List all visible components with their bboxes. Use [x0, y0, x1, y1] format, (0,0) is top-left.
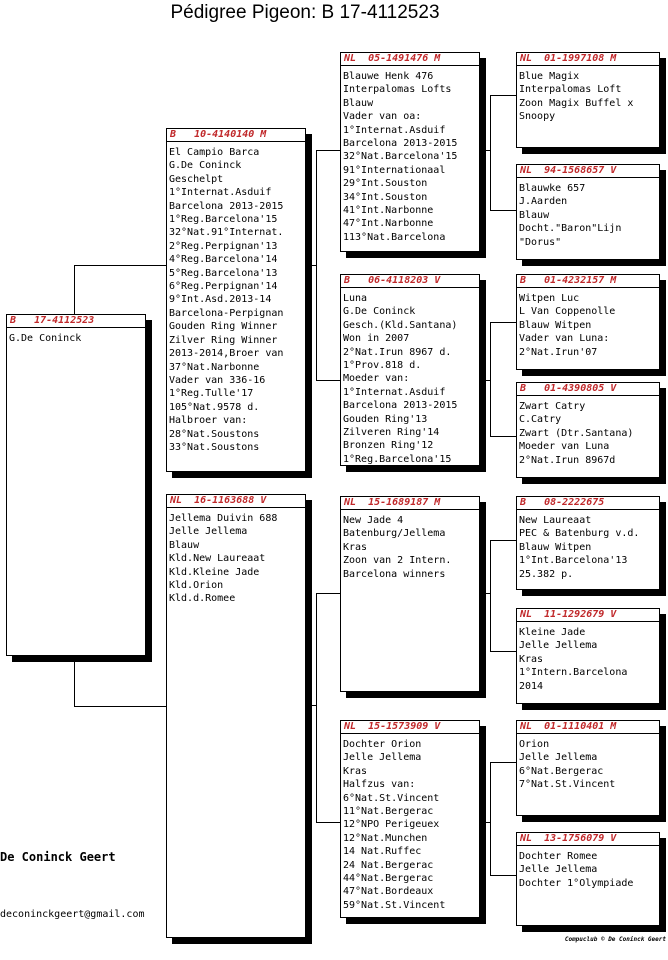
pigeon-info-line: 47°Int.Narbonne	[343, 218, 434, 230]
connector	[316, 593, 317, 823]
pigeon-info-line: 91°Internationaal	[343, 164, 446, 176]
pigeon-info-line: 47°Nat.Bordeaux	[343, 886, 434, 898]
connector	[74, 265, 166, 266]
pigeon-info-line: Jelle Jellema	[343, 752, 422, 764]
pigeon-card-subject	[6, 314, 146, 656]
pigeon-info-line: Witpen Luc	[519, 293, 580, 304]
pigeon-card-dsd	[516, 608, 660, 704]
connector	[306, 705, 316, 706]
pigeon-info-line: 1°Internat.Asduif	[169, 187, 272, 199]
pigeon-info-line: Gouden Ring Winner	[169, 321, 278, 333]
pigeon-card-ssd	[516, 164, 660, 260]
pigeon-info-line: Zilver Ring Winner	[169, 334, 278, 346]
pigeon-info-line: Vader van oa:	[343, 111, 422, 123]
ring-number: B 01-4232157 M	[517, 275, 659, 288]
pigeon-info-line: Kld.New Laureaat	[169, 553, 266, 565]
ring-number: B 01-4390805 V	[517, 383, 659, 396]
pigeon-info-line: 1°Int.Barcelona'13	[519, 555, 628, 567]
ring-number: NL 15-1689187 M	[341, 497, 479, 510]
pigeon-info-line: 28°Nat.Soustons	[169, 428, 260, 440]
pigeon-info-line: 34°Int.Souston	[343, 191, 428, 203]
connector	[480, 380, 490, 381]
pigeon-info-line: 2°Reg.Perpignan'13	[169, 240, 278, 252]
pigeon-info-line: Blauw	[343, 97, 374, 109]
pigeon-info-line: Halfzus van:	[343, 779, 416, 791]
pigeon-info-line: Dochter 1°Olympiade	[519, 877, 634, 889]
pigeon-card-ddd	[516, 832, 660, 926]
pigeon-info-line: Halbroer van:	[169, 415, 248, 427]
connector	[480, 150, 490, 151]
pigeon-info-line: Bronzen Ring'12	[343, 440, 434, 452]
pigeon-info-line: Interpalomas Lofts	[343, 84, 452, 96]
pigeon-info-line: Blauw Witpen	[519, 541, 592, 553]
pigeon-info-line: Kld.Kleine Jade	[169, 566, 260, 578]
pigeon-info-line: Docht."Baron"Lijn	[519, 223, 622, 235]
pigeon-info-line: Zwart (Dtr.Santana)	[519, 427, 634, 439]
connector	[490, 875, 516, 876]
pigeon-info-line: 2014	[519, 680, 544, 692]
pigeon-info-line: 1°Prov.818 d.	[343, 360, 422, 372]
pigeon-info-line: 1°Reg.Barcelona'15	[169, 214, 278, 226]
pigeon-info-line: 37°Nat.Narbonne	[169, 361, 260, 373]
connector	[490, 322, 516, 323]
pigeon-info-line: 1°Intern.Barcelona	[519, 667, 628, 679]
ring-number: NL 01-1110401 M	[517, 721, 659, 734]
pigeon-card-dam-dam	[340, 720, 480, 918]
pigeon-info-line: Zilveren Ring'14	[343, 427, 440, 439]
pigeon-info-line: Snoopy	[519, 111, 556, 123]
pigeon-info-line: Batenburg/Jellema	[343, 528, 446, 540]
pigeon-info-line: Jelle Jellema	[519, 752, 598, 764]
connector	[74, 706, 166, 707]
pigeon-info-line: 33°Nat.Soustons	[169, 441, 260, 453]
pigeon-info-line: 6°Nat.Bergerac	[519, 765, 604, 777]
connector	[316, 150, 317, 381]
pigeon-info-line: Blauw	[519, 209, 550, 221]
ring-number: B 17-4112523	[7, 315, 145, 328]
pigeon-info-line: Won in 2007	[343, 333, 410, 345]
pigeon-info-line: 105°Nat.9578 d.	[169, 401, 260, 413]
breeder-email: deconinckgeert@gmail.com	[0, 909, 145, 920]
ring-number: NL 05-1491476 M	[341, 53, 479, 66]
pigeon-info-line: Barcelona winners	[343, 568, 446, 580]
connector	[306, 265, 316, 266]
connector	[480, 822, 490, 823]
pigeon-info-line: 6°Reg.Perpignan'14	[169, 281, 278, 293]
pigeon-info-line: 41°Int.Narbonne	[343, 205, 434, 217]
pigeon-info-line: C.Catry	[519, 414, 562, 426]
ring-number: NL 16-1163688 V	[167, 495, 305, 508]
pigeon-info-line: 44°Nat.Bergerac	[343, 873, 434, 885]
pigeon-info-line: Barcelona 2013-2015	[343, 400, 458, 412]
pigeon-info-line: El Campio Barca	[169, 147, 260, 158]
pigeon-info-line: 5°Reg.Barcelona'13	[169, 267, 278, 279]
pigeon-info-line: Kld.d.Romee	[169, 593, 236, 605]
pigeon-info-line: Moeder van:	[343, 373, 410, 385]
pigeon-info-line: G.De Coninck	[169, 160, 242, 172]
ring-number: B 06-4118203 V	[341, 275, 479, 288]
connector	[490, 95, 516, 96]
ring-number: NL 11-1292679 V	[517, 609, 659, 622]
pigeon-info-line: PEC & Batenburg v.d.	[519, 528, 640, 540]
connector	[490, 651, 516, 652]
pigeon-info-line: Blauwe Henk 476	[343, 71, 434, 82]
connector	[490, 436, 516, 437]
pigeon-info-line: 1°Reg.Barcelona'15	[343, 453, 452, 465]
pigeon-card-sds	[516, 274, 660, 370]
pigeon-card-sire-sire	[340, 52, 480, 252]
pigeon-info-line: G.De Coninck	[9, 333, 82, 344]
pigeon-info-line: 4°Reg.Barcelona'14	[169, 254, 278, 266]
pigeon-info-line: 6°Nat.St.Vincent	[343, 792, 440, 804]
pigeon-info-line: Barcelona 2013-2015	[343, 138, 458, 150]
pigeon-info-line: 1°Reg.Tulle'17	[169, 388, 254, 400]
ring-number: NL 13-1756079 V	[517, 833, 659, 846]
pigeon-info-line: Moeder van Luna	[519, 441, 610, 453]
ring-number: NL 01-1997108 M	[517, 53, 659, 66]
pigeon-info-line: L Van Coppenolle	[519, 306, 616, 318]
pigeon-info-line: Jelle Jellema	[519, 640, 598, 652]
pigeon-card-dds	[516, 720, 660, 816]
ring-number: NL 15-1573909 V	[341, 721, 479, 734]
ring-number: NL 94-1568657 V	[517, 165, 659, 178]
connector	[316, 822, 340, 823]
pigeon-info-line: New Jade 4	[343, 515, 404, 526]
pigeon-info-line: Kras	[343, 765, 368, 777]
pigeon-info-line: Zwart Catry	[519, 401, 586, 412]
pigeon-info-line: 59°Nat.St.Vincent	[343, 899, 446, 911]
pigeon-info-line: Orion	[519, 739, 550, 750]
pigeon-info-line: Kleine Jade	[519, 627, 586, 638]
connector	[480, 593, 490, 594]
pigeon-info-line: G.De Coninck	[343, 306, 416, 318]
pigeon-info-line: 11°Nat.Bergerac	[343, 806, 434, 818]
connector	[490, 540, 491, 652]
connector	[74, 655, 75, 707]
pigeon-info-line: 1°Internat.Asduif	[343, 124, 446, 136]
pigeon-info-line: Gouden Ring'13	[343, 413, 428, 425]
pigeon-card-sdd	[516, 382, 660, 478]
pigeon-info-line: New Laureaat	[519, 515, 592, 526]
pigeon-info-line: Blauwke 657	[519, 183, 586, 194]
pigeon-info-line: Blauw Witpen	[519, 319, 592, 331]
pigeon-info-line: 25.382 p.	[519, 568, 574, 580]
connector	[490, 322, 491, 437]
pigeon-info-line: 32°Nat.91°Internat.	[169, 227, 284, 239]
pigeon-info-line: Dochter Orion	[343, 739, 422, 750]
pigeon-info-line: 113°Nat.Barcelona	[343, 231, 446, 243]
pigeon-info-line: Vader van 336-16	[169, 374, 266, 386]
connector	[490, 540, 516, 541]
pigeon-card-dss	[516, 496, 660, 590]
page-title: Pédigree Pigeon: B 17-4112523	[170, 2, 440, 23]
pigeon-info-line: 32°Nat.Barcelona'15	[343, 151, 458, 163]
pigeon-card-sire	[166, 128, 306, 472]
pigeon-info-line: Geschelpt	[169, 173, 224, 185]
pigeon-info-line: 1°Internat.Asduif	[343, 386, 446, 398]
pigeon-info-line: Zoon van 2 Intern.	[343, 555, 452, 567]
pigeon-info-line: Blauw	[169, 539, 200, 551]
pigeon-info-line: Blue Magix	[519, 71, 580, 82]
pigeon-info-line: Luna	[343, 293, 368, 304]
ring-number: B 10-4140140 M	[167, 129, 305, 142]
pigeon-info-line: 29°Int.Souston	[343, 178, 428, 190]
pigeon-info-line: Barcelona-Perpignan	[169, 307, 284, 319]
connector	[490, 762, 516, 763]
pigeon-info-line: Vader van Luna:	[519, 333, 610, 345]
ring-number: B 08-2222675	[517, 497, 659, 510]
pigeon-info-line: Interpalomas Loft	[519, 84, 622, 96]
pigeon-info-line: 12°NPO Perigeuex	[343, 819, 440, 831]
pigeon-info-line: J.Aarden	[519, 196, 568, 208]
pigeon-card-sire-dam	[340, 274, 480, 466]
pigeon-info-line: 14 Nat.Ruffec	[343, 846, 422, 858]
pigeon-info-line: 7°Nat.St.Vincent	[519, 779, 616, 791]
pigeon-card-dam-sire	[340, 496, 480, 692]
credit-text: Compuclub © De Coninck Geert	[564, 936, 666, 943]
pigeon-info-line: Zoon Magix Buffel x	[519, 97, 634, 109]
pigeon-card-dam	[166, 494, 306, 938]
connector	[490, 762, 491, 876]
breeder-name: De Coninck Geert	[0, 850, 116, 864]
pigeon-info-line: 12°Nat.Munchen	[343, 832, 428, 844]
connector	[74, 265, 75, 316]
connector	[316, 150, 340, 151]
connector	[490, 95, 491, 211]
pigeon-info-line: Dochter Romee	[519, 851, 598, 862]
pigeon-info-line: 2013-2014,Broer van	[169, 348, 284, 360]
pigeon-info-line: 2°Nat.Irun 8967d	[519, 454, 616, 466]
pigeon-info-line: 2°Nat.Irun 8967 d.	[343, 346, 452, 358]
pigeon-info-line: Jellema Duivin 688	[169, 513, 278, 524]
pigeon-info-line: Jelle Jellema	[169, 526, 248, 538]
connector	[490, 210, 516, 211]
pigeon-info-line: Gesch.(Kld.Santana)	[343, 319, 458, 331]
pigeon-info-line: Kras	[343, 541, 368, 553]
pigeon-info-line: Barcelona 2013-2015	[169, 200, 284, 212]
pigeon-info-line: 2°Nat.Irun'07	[519, 346, 598, 358]
pigeon-info-line: 24 Nat.Bergerac	[343, 859, 434, 871]
pigeon-info-line: "Dorus"	[519, 236, 562, 248]
pigeon-info-line: Kras	[519, 653, 544, 665]
pigeon-card-sss	[516, 52, 660, 148]
pigeon-info-line: Kld.Orion	[169, 580, 224, 592]
connector	[316, 593, 340, 594]
pigeon-info-line: Jelle Jellema	[519, 864, 598, 876]
connector	[316, 380, 340, 381]
pigeon-info-line: 9°Int.Asd.2013-14	[169, 294, 272, 306]
